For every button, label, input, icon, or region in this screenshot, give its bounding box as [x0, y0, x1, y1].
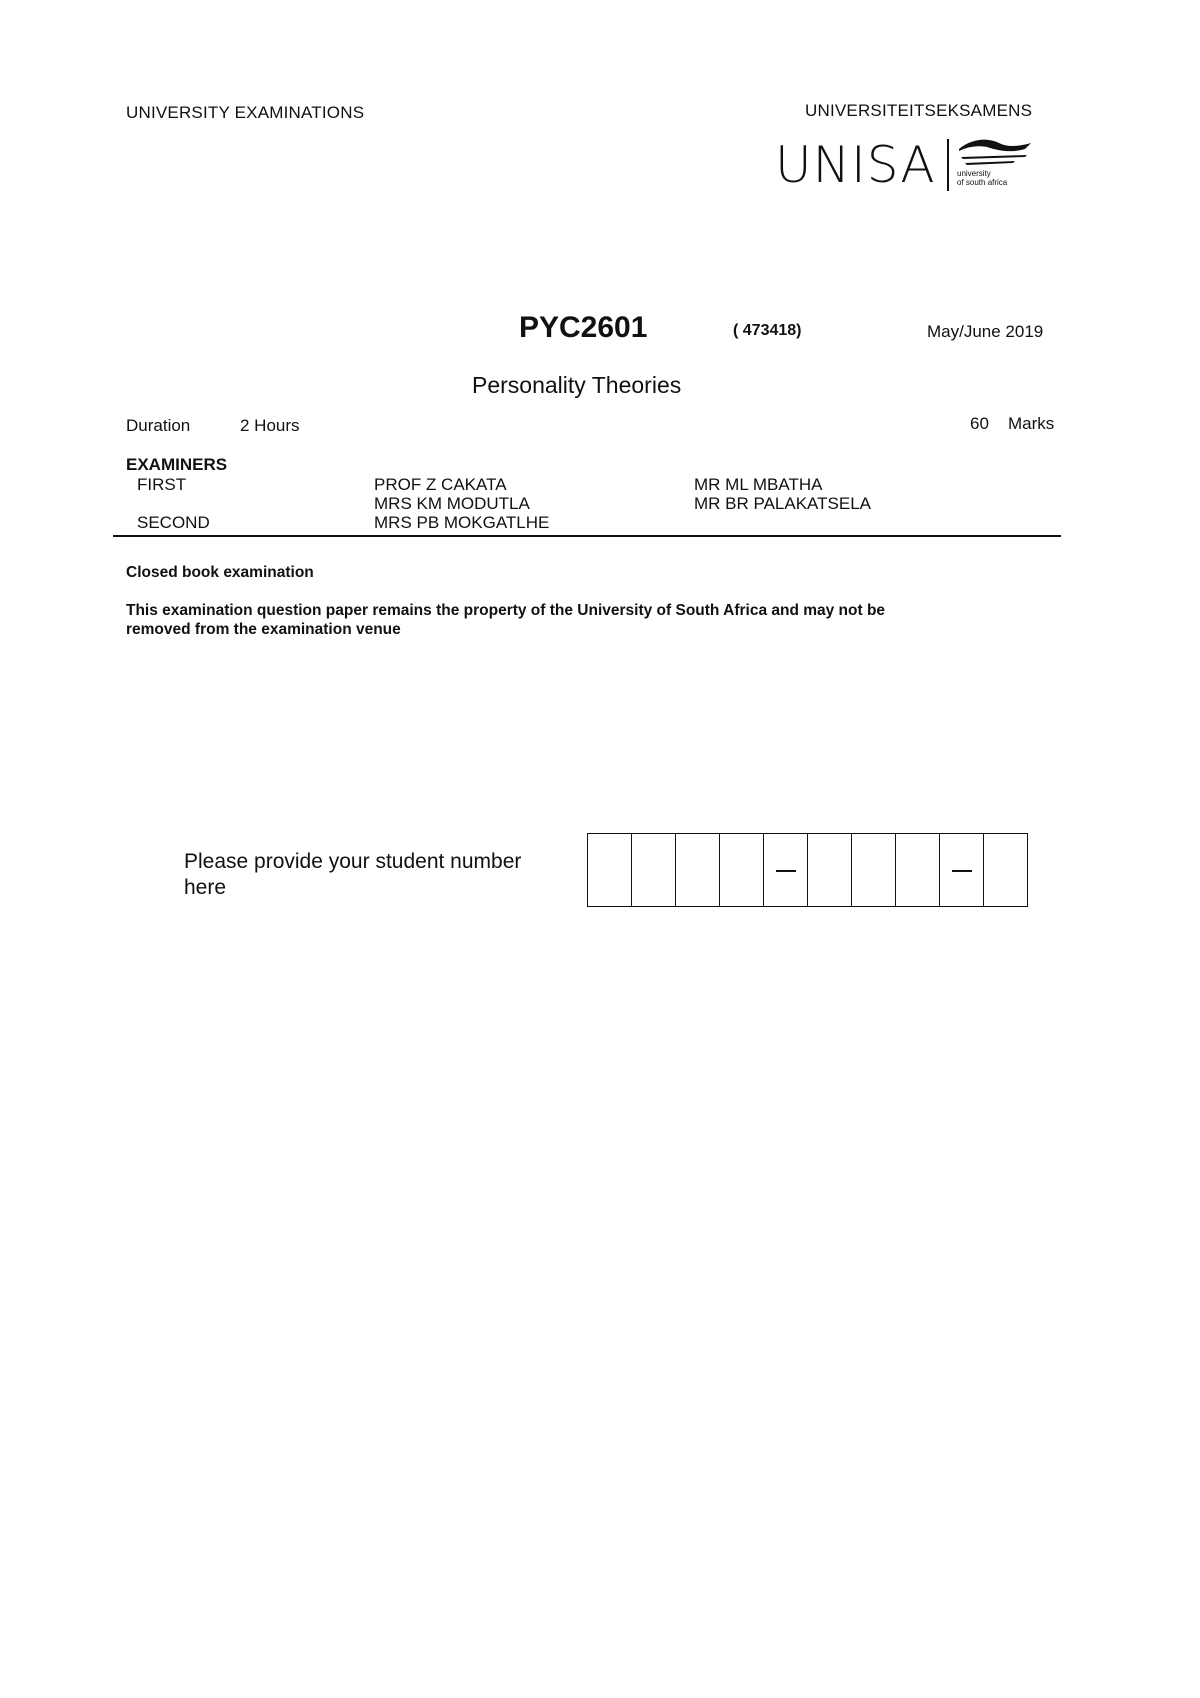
property-note-line1: This examination question paper remains the property of the University of South Africa and may not be: [126, 602, 886, 619]
paper-number: ( 473418): [733, 322, 802, 339]
header-divider: [113, 535, 1061, 537]
marks-label: Marks: [1008, 414, 1055, 433]
property-note-line2: removed from the examination venue: [126, 621, 401, 638]
student-number-cell-separator[interactable]: [764, 834, 808, 906]
header-right-title: UNIVERSITEITSEKSAMENS: [805, 101, 1033, 120]
module-title: Personality Theories: [472, 372, 682, 398]
logo-subtitle-line1: university: [957, 169, 991, 178]
examiner-palakatsela: MR BR PALAKATSELA: [694, 494, 871, 513]
examiners-heading: EXAMINERS: [126, 455, 228, 474]
duration-label: Duration: [126, 416, 191, 435]
student-number-cell[interactable]: [808, 834, 852, 906]
separator-dash: [952, 870, 972, 872]
student-number-cell[interactable]: [588, 834, 632, 906]
logo-divider: [947, 139, 949, 191]
student-number-cell[interactable]: [632, 834, 676, 906]
logo-subtitle: [957, 169, 1007, 187]
examiner-mbatha: MR ML MBATHA: [694, 475, 823, 494]
exam-session: May/June 2019: [927, 322, 1044, 341]
student-number-cell[interactable]: [852, 834, 896, 906]
separator-dash: [776, 870, 796, 872]
examiner-cakata: PROF Z CAKATA: [374, 475, 507, 494]
student-number-cell[interactable]: [676, 834, 720, 906]
first-examiner-label: FIRST: [137, 475, 187, 494]
student-number-boxes[interactable]: [587, 833, 1028, 907]
logo-wordmark: UNISA: [775, 136, 936, 194]
second-examiner-label: SECOND: [137, 513, 210, 532]
student-number-cell-separator[interactable]: [940, 834, 984, 906]
student-number-cell[interactable]: [720, 834, 764, 906]
header-left-title: UNIVERSITY EXAMINATIONS: [126, 103, 365, 122]
student-number-prompt: [184, 849, 521, 901]
student-number-cell[interactable]: [896, 834, 940, 906]
examiner-mokgatlhe: MRS PB MOKGATLHE: [374, 513, 550, 532]
marks-value: 60: [970, 414, 989, 433]
module-code: PYC2601: [519, 311, 648, 344]
duration-value: 2 Hours: [240, 416, 300, 435]
student-number-prompt-line1: Please provide your student number: [184, 850, 522, 873]
logo-subtitle-line2: of south africa: [957, 178, 1008, 187]
unisa-logo: [775, 135, 1045, 195]
examiner-modutla: MRS KM MODUTLA: [374, 494, 530, 513]
closed-book-note: Closed book examination: [126, 564, 314, 581]
student-number-prompt-line2: here: [184, 876, 227, 899]
student-number-cell[interactable]: [984, 834, 1027, 906]
